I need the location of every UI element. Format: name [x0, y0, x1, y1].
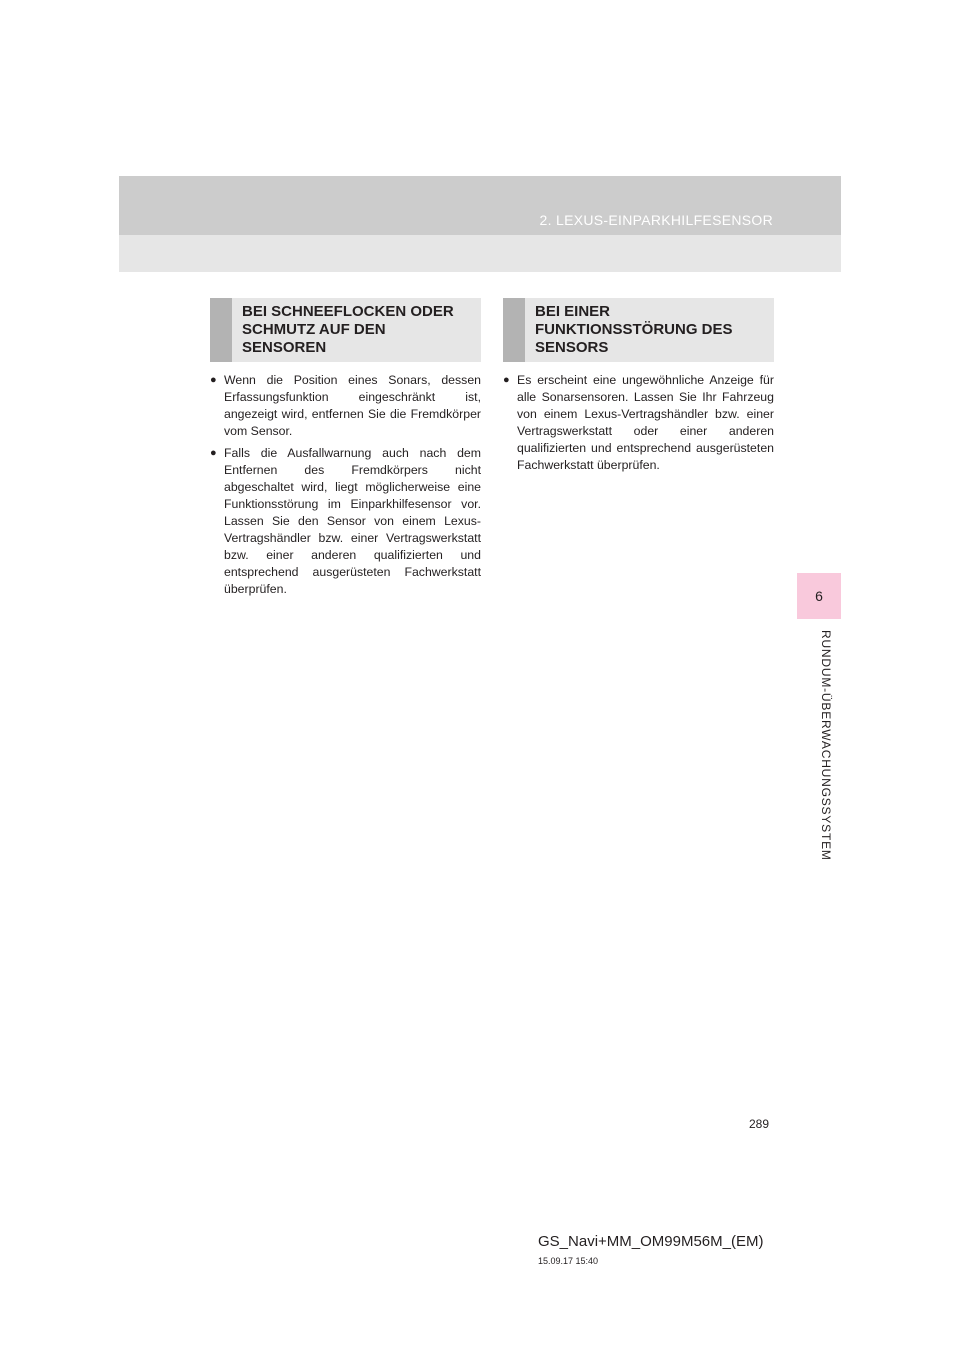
right-bullet-list [503, 372, 774, 474]
heading-accent-bar [503, 298, 525, 362]
header-band-top [119, 176, 841, 235]
document-timestamp: 15.09.17 15:40 [538, 1256, 599, 1266]
left-column [210, 298, 481, 603]
bullet-text: Es erscheint eine ungewöhnliche Anzeige für alle Sonarsensoren. Lassen Sie Ihr Fahrzeug von einem Lexus-Vertragshändler bzw. einer Vertragswerkstatt oder einer anderen qualifizierten und entsprechend ausgerüsteten Fachwerkstatt überprüfen. [517, 373, 774, 472]
bullet-icon: ● [503, 374, 510, 386]
right-section-heading [535, 303, 733, 357]
heading-line: SCHMUTZ AUF DEN [242, 321, 386, 338]
list-item [210, 372, 481, 440]
bullet-icon: ● [210, 447, 217, 459]
list-item [503, 372, 774, 474]
page-number: 289 [749, 1117, 770, 1131]
chapter-number: 6 [815, 588, 823, 604]
header-band [119, 176, 841, 272]
chapter-tab [797, 573, 841, 619]
right-section-heading-box [503, 298, 774, 362]
document-code: GS_Navi+MM_OM99M56M_(EM) [538, 1233, 764, 1250]
chapter-label: RUNDUM-ÜBERWACHUNGSSYSTEM [819, 630, 833, 861]
bullet-text: Falls die Ausfallwarnung auch nach dem Entfernen des Fremdkörpers nicht abgeschaltet wird, liegt möglicherweise eine Funktionsstörung im Einparkhilfesensor vor. Lassen Sie den Sensor von einem Lexus-Vertragshändler bzw. einer Vertragswerkstatt bzw. einer anderen qualifizierten und entsprechend ausgerüsteten Fachwerkstatt überprüfen. [224, 446, 481, 596]
left-section-heading-box [210, 298, 481, 362]
heading-accent-bar [210, 298, 232, 362]
heading-line: BEI EINER [535, 303, 611, 320]
left-section-heading [242, 303, 454, 357]
heading-line: SENSOREN [242, 339, 327, 356]
heading-line: SENSORS [535, 339, 609, 356]
list-item [210, 445, 481, 598]
heading-line: BEI SCHNEEFLOCKEN ODER [242, 303, 454, 320]
right-column [503, 298, 774, 479]
bullet-icon: ● [210, 374, 217, 386]
heading-line: FUNKTIONSSTÖRUNG DES [535, 321, 733, 338]
bullet-text: Wenn die Position eines Sonars, dessen Erfassungsfunktion eingeschränkt ist, angezeigt wird, entfernen Sie die Fremdkörper vom Sensor. [224, 373, 481, 438]
left-bullet-list [210, 372, 481, 598]
section-title: 2. LEXUS-EINPARKHILFESENSOR [539, 212, 773, 228]
